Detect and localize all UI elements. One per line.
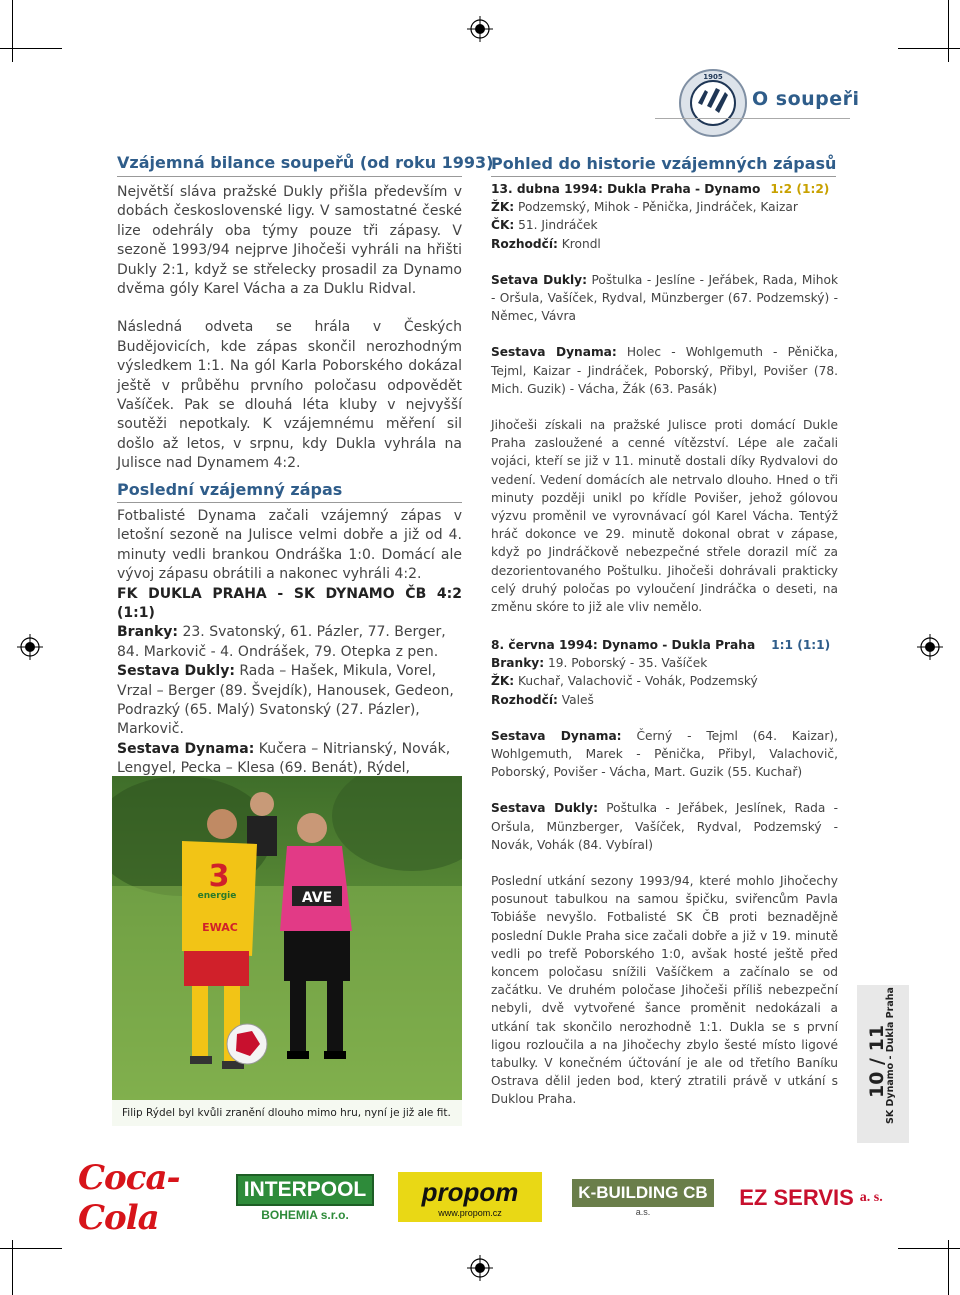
sponsor-cocacola (78, 1158, 218, 1238)
registration-mark-icon (17, 634, 43, 660)
registration-mark-icon (917, 634, 943, 660)
zk-label: ŽK: (491, 200, 515, 215)
crop-mark (12, 0, 13, 62)
dynamo-label: Sestava Dynama: (491, 728, 622, 743)
logo-year: 1905 (703, 73, 723, 81)
shirt-text: energie (197, 891, 237, 901)
shirt-number: 3 (208, 859, 230, 894)
registration-mark-icon (467, 16, 493, 42)
match-2-dukla-lineup (491, 799, 838, 854)
match-result: FK DUKLA PRAHA - SK DYNAMO ČB 4:2 (1:1) (117, 585, 462, 622)
dukla-lineup (117, 662, 462, 740)
referee-value: Krondl (557, 236, 601, 251)
dukla-label: Setava Dukly: (491, 272, 587, 287)
match-2-referee (491, 691, 838, 709)
match-2-report: Poslední utkání sezony 1993/94, které mohlo Jihočechy posunout tabulkou na samou špičku, sviřencům Pavla Tobiáše nevyšlo. Fotbalisté SK ČB proti beznadějně poslední Dukle Praha sice začali dobře a již v 19. minutě vedli po trefě Poborského 1:0, avšak hosté ještě před koncem poločasu snížili Vašíčkem a začínalo se od začátku. Ve druhém poločase Jihočeši příliš nebezpeční nebyli, dvě vytvořené šance proměnit nedokázali a utkání tak skončilo nerozhodně 1:1. Dukla se s první ligou rozloučila a na Jihočechy zbylo šesté místo ligové tabulky. V konečném účtování je ale od třetího Baníku Ostrava dělil jeden bod, který ztratili právě v utkání s Duklou Praha. (491, 874, 838, 1107)
match-1-title: 13. dubna 1994: Dukla Praha - Dynamo (491, 182, 761, 196)
dynamo-label: Sestava Dynama: (491, 345, 617, 360)
sponsor-interpool (240, 1168, 370, 1228)
match-1-referee (491, 235, 838, 253)
posledni-text (117, 507, 462, 818)
sponsor-propom (398, 1172, 542, 1222)
cocacola-logo: Coca-Cola (78, 1158, 180, 1238)
match-1-title-line (491, 180, 838, 198)
heading-posledni: Poslední vzájemný zápas (117, 480, 343, 499)
propom-logo: propom (421, 1176, 519, 1207)
match-1-ck (491, 216, 838, 234)
ezservis-logo: EZ SERVIS (739, 1185, 854, 1210)
crop-mark (0, 1248, 62, 1249)
match-1-score: 1:2 (1:2) (770, 182, 830, 196)
crop-mark (898, 1248, 960, 1249)
match-1-report: Jihočeši získali na pražské Julisce proti domácí Dukle Praha zasloužené a cenné vítězství. Lépe ale začali vojáci, kteří se již v 11. minutě dostali díky Rydvalovi do vedení. Vedení domácích ale netrvalo dlouho. Hned o tři minuty později unikl po křídle Povišer, jehož gólovou výzvu proměnil ve vyrovnávací gól Karel Vácha. Tentýž hráč dokonce ve 29. minutě dokonal obrat v zápase, když po Jindráčkově nebezpečné střele dorazil míč za dezorientovaného Poštulku. Jihočeši dohrávali prakticky celý druhý poločas po vyloučení Jindráčka o deseti, na změnu skóre to již ale vliv nemělo. (491, 418, 838, 615)
heading-historie: Pohled do historie vzájemných zápasů (491, 154, 837, 173)
zk-value: Podzemský, Mihok - Pěnička, Jindráček, Kaizar (514, 200, 798, 215)
dukla-value: Rada – Hašek, Mikula, Vorel, Vrzal – Berger (89. Švejdík), Hanousek, Gedeon, Podrazký (65. Malý) Svatonský (27. Pázler), Markovič. (117, 663, 454, 738)
heading-rule (491, 176, 836, 177)
match-2-branky (491, 654, 838, 672)
bilance-paragraph-1: Největší sláva pražské Dukly přišla především v dobách československé ligy. V samostatné české lize odehrály oba týmy pouze tři zápasy. V sezoně 1993/94 nejprve Jihočeši vyhráli na hřišti Dukly 2:1, když se střelecky prosadil za Dynamo dvěma góly Karel Vácha a za Duklu Ridval. (117, 184, 462, 298)
kbuilding-subtitle: a.s. (635, 1207, 651, 1217)
match-photo (112, 776, 462, 1126)
interpool-logo: INTERPOOL (236, 1174, 375, 1206)
dukla-value: Poštulka - Jeslíne - Jeřábek, Rada, Mihok - Oršula, Vašíček, Rydval, Münzberger (67. Podzemský) - Němec, Vávra (491, 272, 838, 324)
photo-caption: Filip Rýdel byl kvůli zranění dlouho mimo hru, nyní je již ale fit. (112, 1100, 462, 1126)
referee-label: Rozhodčí: (491, 692, 558, 707)
match-1-dynamo-lineup (491, 343, 838, 398)
interpool-subtitle: BOHEMIA s.r.o. (261, 1208, 349, 1222)
match-1-zk (491, 198, 838, 216)
shirt-text: AVE (301, 890, 333, 906)
section-title: O soupeři (752, 88, 860, 110)
dynamo-value: Černý - Tejml (64. Kaizar), Wohlgemuth, Marek - Pěnička, Přibyl, Valachovič, Poborský, Povišer - Vácha, Mart. Guzik (55. Kuchař) (491, 728, 838, 780)
match-2-score: 1:1 (1:1) (771, 638, 831, 652)
sponsor-kbuilding (568, 1168, 718, 1228)
ck-value: 51. Jindráček (514, 218, 598, 233)
branky-line (117, 623, 462, 662)
crop-mark (0, 48, 62, 49)
club-logo-icon (678, 68, 748, 138)
match-2-zk (491, 672, 838, 690)
page-number: 10 / 11 (866, 1024, 888, 1098)
bilance-text (117, 183, 462, 474)
registration-mark-icon (467, 1255, 493, 1281)
propom-url: www.propom.cz (438, 1207, 502, 1218)
shirt-text: EWAC (202, 921, 238, 934)
ck-label: ČK: (491, 218, 515, 233)
dukla-label: Sestava Dukly: (117, 663, 235, 680)
dynamo-value: Kučera – Nitrianský, Novák, Lengyel, Pecka – Klesa (69. Benát), Rýdel, (117, 740, 451, 777)
zk-label: ŽK: (491, 674, 515, 689)
match-2-dynamo-lineup (491, 727, 838, 782)
branky-label: Branky: (117, 624, 179, 641)
heading-bilance: Vzájemná bilance soupeřů (od roku 1993) (117, 153, 494, 172)
referee-label: Rozhodčí: (491, 236, 558, 251)
match-2-block (491, 636, 838, 1109)
dukla-value: Poštulka - Jeřábek, Jeslínek, Rada - Oršula, Münzberger, Vašíček, Rydval, Podzemský - Novák, Vohák (84. Vybíral) (491, 801, 838, 852)
bilance-paragraph-2: Následná odveta se hrála v Českých Budějovicích, kde zápas skončil nerozhodným výsledkem 1:1. Na gól Karla Poborského dokázal ještě v průběhu prvního poločasu odpovědět Vašíček. Pak se dlouhá léta kluby v nejvyšší soutěži nepotkaly. K vzájemnému měření sil došlo až letos, v srpnu, kdy Dukla vyhrála na Julisce nad Dynamem 4:2. (117, 319, 462, 472)
heading-rule (117, 502, 462, 503)
dynamo-value: Holec - Wohlgemuth - Pěnička, Tejml, Kaizar - Jindráček, Poborský, Přibyl, Povišer (78. Mich. Guzik) - Vácha, Žák (63. Pasák) (491, 345, 838, 396)
crop-mark (898, 48, 960, 49)
match-2-title: 8. června 1994: Dynamo - Dukla Praha (491, 638, 756, 652)
sponsor-ezservis (736, 1168, 886, 1228)
match-1-dukla-lineup (491, 271, 838, 326)
match-1-block (491, 180, 838, 616)
dukla-label: Sestava Dukly: (491, 801, 598, 816)
heading-rule (117, 176, 462, 177)
branky-label: Branky: (491, 656, 545, 671)
ezservis-subtitle: a. s. (859, 1190, 883, 1205)
crop-mark (948, 0, 949, 62)
match-2-title-line (491, 636, 838, 654)
header-divider (655, 118, 850, 119)
branky-value: 23. Svatonský, 61. Pázler, 77. Berger, 84. Markovič - 4. Ondrášek, 79. Otepka z pen. (117, 624, 446, 660)
posledni-paragraph: Fotbalisté Dynama začali vzájemný zápas v letošní sezoně na Julisce velmi dobře a již od 4. minuty vedli brankou Ondráška 1:0. Domácí ale vývoj zápasu obrátili a nakonec vyhráli 4:2. (117, 508, 462, 583)
branky-value: 19. Poborský - 35. Vašíček (544, 656, 708, 671)
zk-value: Kuchař, Valachovič - Vohák, Podzemský (514, 674, 758, 689)
referee-value: Valeš (557, 692, 594, 707)
kbuilding-logo: K-BUILDING CB (572, 1179, 713, 1207)
dynamo-label: Sestava Dynama: (117, 740, 255, 757)
page-section-label: SK Dynamo - Dukla Praha (885, 987, 896, 1124)
